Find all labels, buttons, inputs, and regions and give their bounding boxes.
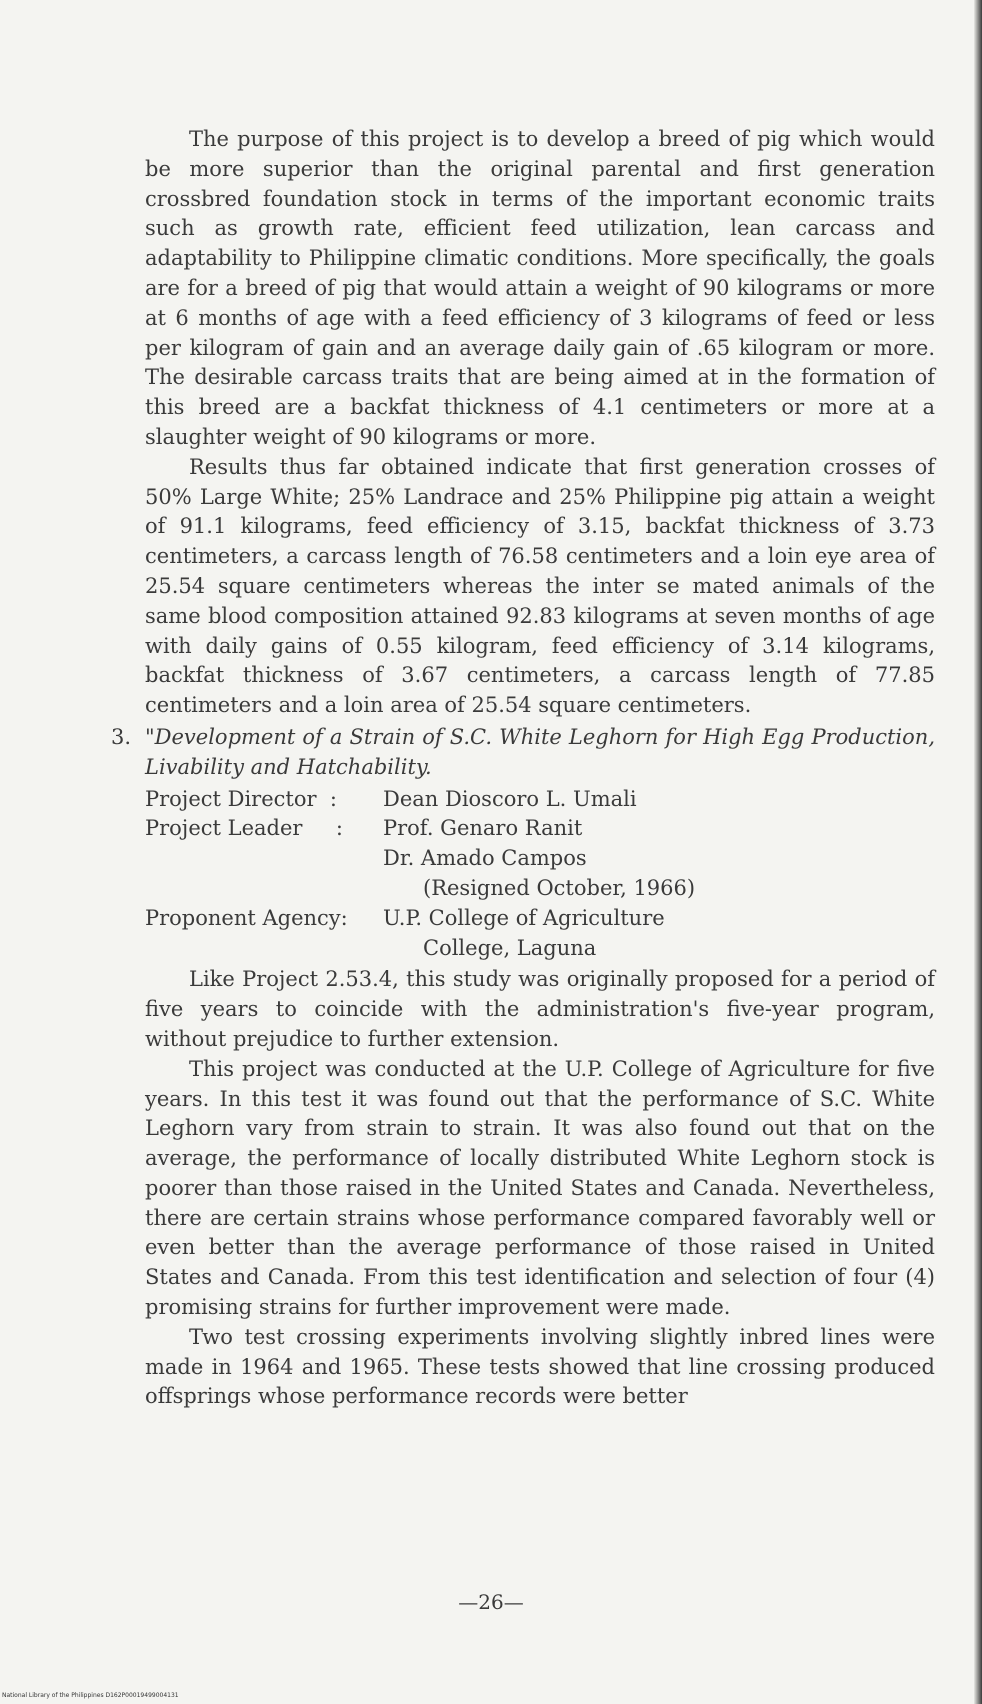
- page-edge-shadow: [974, 0, 982, 1704]
- agency-label: Proponent Agency:: [145, 905, 348, 930]
- document-body: [111, 125, 935, 1412]
- paragraph-conducted: This project was conducted at the U.P. College of Agriculture for five years. In this test it was found out that the performance of S.C. White Leghorn vary from strain to strain. It was also found out that on the average, the performance of locally distributed White Leghorn stock is poorer than those raised in the United States and Canada. Nevertheless, there are certain strains whose performance compared favorably well or even better than the average performance of those raised in United States and Canada. From this test identification and selection of four (4) promising strains for further improvement were made.: [145, 1056, 935, 1320]
- leader-resigned-note: (Resigned October, 1966): [423, 875, 696, 900]
- agency-row: [145, 904, 935, 934]
- director-row: [145, 785, 935, 815]
- leader-row: [145, 814, 935, 844]
- item-number: 3.: [111, 724, 132, 749]
- director-value: Dean Dioscoro L. Umali: [383, 786, 637, 811]
- director-separator: :: [329, 786, 337, 811]
- leader-value-1: Prof. Genaro Ranit: [383, 816, 583, 841]
- director-label: Project Director: [145, 786, 317, 811]
- project-3-item: [111, 723, 935, 1412]
- project-title: "Development of a Strain of S.C. White Leghorn for High Egg Production, Livability and Hatchability.: [145, 724, 935, 779]
- paragraph-purpose: The purpose of this project is to develop a breed of pig which would be more superior than the original parental and first generation crossbred foundation stock in terms of the important economic traits such as growth rate, efficient feed utilization, lean carcass and adaptability to Philippine climatic conditions. More specifically, the goals are for a breed of pig that would attain a weight of 90 kilograms or more at 6 months of age with a feed efficiency of 3 kilograms of feed or less per kilogram of gain and an average daily gain of .65 kilogram or more. The desirable carcass traits that are being aimed at in the formation of this breed are a backfat thickness of 4.1 centimeters or more at a slaughter weight of 90 kilograms or more.: [145, 127, 935, 449]
- project-metadata: [145, 785, 935, 964]
- leader-label: Project Leader: [145, 816, 303, 841]
- paragraph-results: Results thus far obtained indicate that first generation crosses of 50% Large White; 25% Landrace and 25% Philippine pig attain a weight of 91.1 kilograms, feed efficiency of 3.15, backfat thickness of 3.73 centimeters, a carcass length of 76.58 centimeters and a loin eye area of 25.54 square centimeters whereas the inter se mated animals of the same blood composition attained 92.83 kilograms at seven months of age with daily gains of 0.55 kilogram, feed efficiency of 3.14 kilograms, backfat thickness of 3.67 centimeters, a carcass length of 77.85 centimeters and a loin area of 25.54 square centimeters.: [145, 454, 935, 718]
- paragraph-like-project: Like Project 2.53.4, this study was originally proposed for a period of five years to coincide with the administration's five-year program, without prejudice to further extension.: [145, 967, 935, 1051]
- archive-footer: National Library of the Philippines D162P00019499004131: [2, 1692, 179, 1699]
- leader-separator: :: [335, 816, 343, 841]
- leader-value-2: Dr. Amado Campos: [383, 846, 587, 871]
- page-number: —26—: [458, 1590, 524, 1614]
- paragraph-test-crossing: Two test crossing experiments involving slightly inbred lines were made in 1964 and 1965. These tests showed that line crossing produced offsprings whose performance records were better: [145, 1324, 935, 1409]
- agency-value-2: College, Laguna: [423, 935, 597, 960]
- agency-value-1: U.P. College of Agriculture: [383, 905, 665, 930]
